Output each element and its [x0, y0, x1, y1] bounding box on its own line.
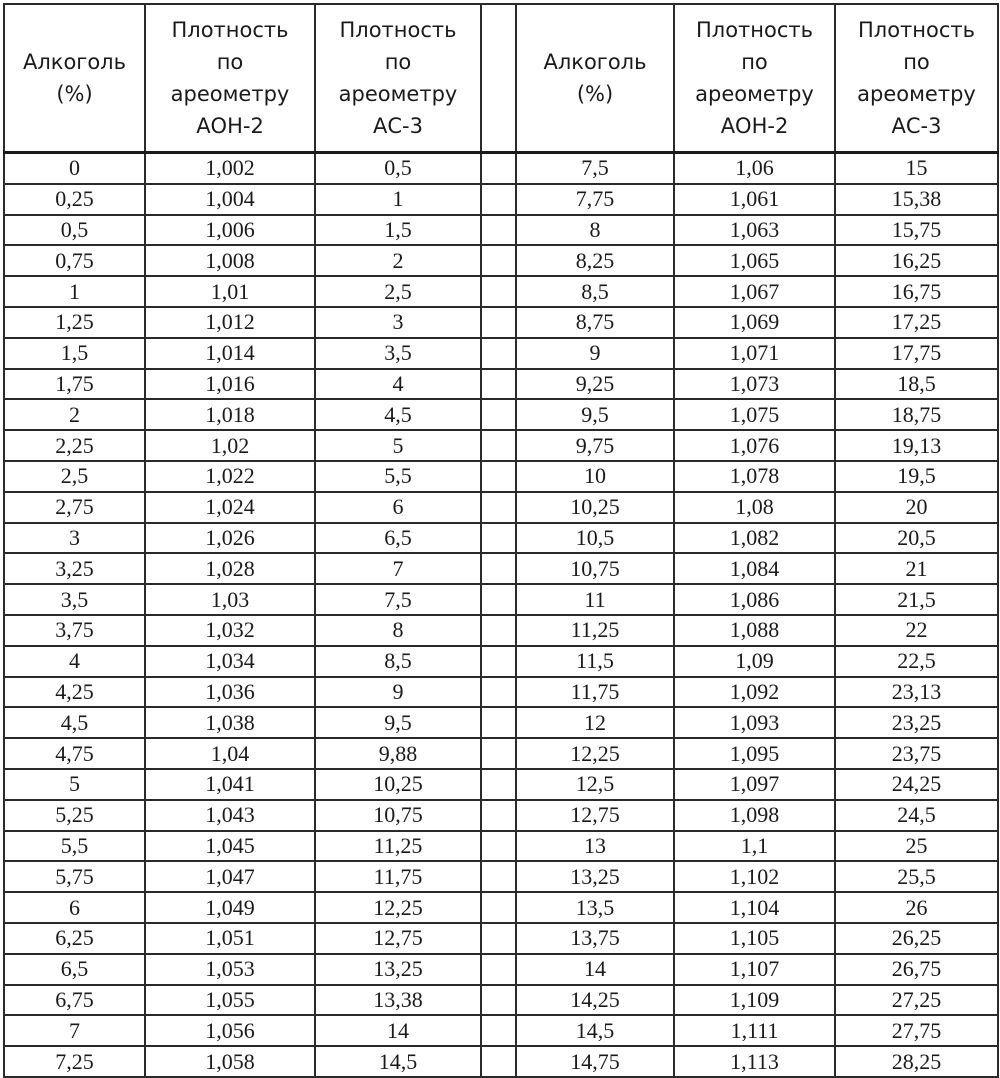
cell-alcohol-right: 11,25: [516, 615, 674, 646]
table-row: [4, 553, 998, 584]
cell-aon2-right: 1,113: [674, 1046, 835, 1077]
cell-aon2-right: 1,104: [674, 892, 835, 923]
table-body: [4, 153, 998, 1077]
cell-alcohol-right: 13,5: [516, 892, 674, 923]
cell-ac3-right: 25,5: [835, 861, 998, 892]
cell-ac3-right: 20,5: [835, 523, 998, 554]
cell-alcohol-left: 4,25: [4, 677, 145, 708]
cell-alcohol-right: 11: [516, 584, 674, 615]
cell-aon2-right: 1,075: [674, 399, 835, 430]
cell-ac3-left: 9,5: [315, 707, 481, 738]
header-text: по: [903, 50, 930, 74]
cell-aon2-right: 1,06: [674, 153, 835, 184]
cell-ac3-right: 15: [835, 153, 998, 184]
gap-cell: [481, 369, 516, 400]
cell-aon2-left: 1,056: [145, 1015, 315, 1046]
cell-ac3-right: 27,25: [835, 985, 998, 1016]
cell-aon2-left: 1,01: [145, 276, 315, 307]
cell-ac3-left: 9: [315, 677, 481, 708]
cell-alcohol-left: 5,25: [4, 800, 145, 831]
cell-alcohol-right: 10,75: [516, 553, 674, 584]
cell-alcohol-right: 14,25: [516, 985, 674, 1016]
cell-ac3-left: 7: [315, 553, 481, 584]
density-table: [3, 3, 999, 1078]
cell-aon2-left: 1,038: [145, 707, 315, 738]
cell-alcohol-right: 13,25: [516, 861, 674, 892]
cell-alcohol-left: 3,5: [4, 584, 145, 615]
table-row: [4, 800, 998, 831]
gap-cell: [481, 553, 516, 584]
cell-ac3-left: 8,5: [315, 646, 481, 677]
cell-alcohol-left: 2,5: [4, 461, 145, 492]
cell-alcohol-left: 6,25: [4, 923, 145, 954]
cell-alcohol-left: 4,75: [4, 738, 145, 769]
table-row: [4, 461, 998, 492]
table-row: [4, 1015, 998, 1046]
cell-aon2-left: 1,014: [145, 338, 315, 369]
table-row: [4, 615, 998, 646]
header-aon2-left: [145, 4, 315, 153]
gap-cell: [481, 1015, 516, 1046]
gap-cell: [481, 677, 516, 708]
cell-aon2-left: 1,016: [145, 369, 315, 400]
table-row: [4, 985, 998, 1016]
gap-cell: [481, 399, 516, 430]
cell-alcohol-right: 8,75: [516, 307, 674, 338]
cell-alcohol-left: 3: [4, 523, 145, 554]
cell-alcohol-right: 14,5: [516, 1015, 674, 1046]
cell-aon2-right: 1,093: [674, 707, 835, 738]
cell-alcohol-left: 0,75: [4, 245, 145, 276]
cell-ac3-left: 14,5: [315, 1046, 481, 1077]
gap-cell: [481, 245, 516, 276]
cell-alcohol-left: 0,25: [4, 184, 145, 215]
header-text: ареометру: [695, 82, 814, 106]
cell-aon2-left: 1,006: [145, 215, 315, 246]
cell-alcohol-left: 7: [4, 1015, 145, 1046]
cell-ac3-right: 26,25: [835, 923, 998, 954]
cell-ac3-left: 13,38: [315, 985, 481, 1016]
cell-ac3-left: 11,75: [315, 861, 481, 892]
cell-alcohol-left: 0: [4, 153, 145, 184]
header-text: Плотность: [695, 18, 814, 42]
cell-ac3-right: 26: [835, 892, 998, 923]
cell-alcohol-left: 2,75: [4, 492, 145, 523]
cell-alcohol-left: 5: [4, 769, 145, 800]
cell-ac3-left: 6,5: [315, 523, 481, 554]
cell-aon2-right: 1,088: [674, 615, 835, 646]
header-text: АОН-2: [720, 114, 789, 138]
cell-aon2-right: 1,076: [674, 430, 835, 461]
cell-ac3-right: 22: [835, 615, 998, 646]
table-row: [4, 492, 998, 523]
cell-aon2-right: 1,071: [674, 338, 835, 369]
cell-alcohol-left: 3,25: [4, 553, 145, 584]
table-row: [4, 523, 998, 554]
cell-alcohol-right: 13: [516, 831, 674, 862]
header-text: (%): [576, 82, 614, 106]
header-ac3-right: [835, 4, 998, 153]
header-text: Алкоголь: [543, 50, 647, 74]
cell-aon2-right: 1,111: [674, 1015, 835, 1046]
gap-cell: [481, 892, 516, 923]
header-text: Плотность: [857, 18, 976, 42]
gap-cell: [481, 307, 516, 338]
cell-ac3-right: 23,13: [835, 677, 998, 708]
cell-aon2-right: 1,098: [674, 800, 835, 831]
cell-aon2-right: 1,105: [674, 923, 835, 954]
cell-ac3-left: 10,25: [315, 769, 481, 800]
header-text: по: [384, 50, 412, 74]
header-aon2-right: [674, 4, 835, 153]
cell-ac3-left: 5: [315, 430, 481, 461]
cell-aon2-right: 1,09: [674, 646, 835, 677]
cell-ac3-right: 19,5: [835, 461, 998, 492]
cell-aon2-left: 1,028: [145, 553, 315, 584]
gap-cell: [481, 985, 516, 1016]
gap-cell: [481, 1046, 516, 1077]
cell-ac3-right: 28,25: [835, 1046, 998, 1077]
cell-alcohol-right: 10,25: [516, 492, 674, 523]
table-header: [4, 4, 998, 153]
cell-ac3-right: 21: [835, 553, 998, 584]
cell-ac3-left: 1,5: [315, 215, 481, 246]
cell-aon2-left: 1,024: [145, 492, 315, 523]
cell-alcohol-right: 9,5: [516, 399, 674, 430]
cell-ac3-right: 24,25: [835, 769, 998, 800]
cell-ac3-left: 2: [315, 245, 481, 276]
gap-cell: [481, 861, 516, 892]
cell-ac3-right: 24,5: [835, 800, 998, 831]
table-row: [4, 677, 998, 708]
cell-alcohol-right: 8,5: [516, 276, 674, 307]
cell-alcohol-right: 9,75: [516, 430, 674, 461]
cell-aon2-left: 1,058: [145, 1046, 315, 1077]
gap-cell: [481, 769, 516, 800]
cell-ac3-left: 12,25: [315, 892, 481, 923]
table-row: [4, 769, 998, 800]
cell-alcohol-right: 12,25: [516, 738, 674, 769]
cell-alcohol-left: 2: [4, 399, 145, 430]
cell-alcohol-right: 11,5: [516, 646, 674, 677]
cell-ac3-left: 3: [315, 307, 481, 338]
cell-alcohol-left: 6: [4, 892, 145, 923]
cell-ac3-left: 14: [315, 1015, 481, 1046]
table-row: [4, 861, 998, 892]
table-row: [4, 399, 998, 430]
cell-aon2-right: 1,086: [674, 584, 835, 615]
cell-ac3-right: 19,13: [835, 430, 998, 461]
cell-aon2-left: 1,022: [145, 461, 315, 492]
cell-ac3-right: 21,5: [835, 584, 998, 615]
cell-alcohol-right: 9,25: [516, 369, 674, 400]
cell-aon2-right: 1,08: [674, 492, 835, 523]
cell-aon2-left: 1,043: [145, 800, 315, 831]
table-row: [4, 338, 998, 369]
gap-cell: [481, 523, 516, 554]
cell-alcohol-left: 1,5: [4, 338, 145, 369]
cell-ac3-right: 20: [835, 492, 998, 523]
cell-aon2-left: 1,049: [145, 892, 315, 923]
cell-aon2-left: 1,034: [145, 646, 315, 677]
header-text: Алкоголь: [22, 50, 126, 74]
cell-ac3-left: 6: [315, 492, 481, 523]
cell-alcohol-left: 5,5: [4, 831, 145, 862]
cell-aon2-right: 1,092: [674, 677, 835, 708]
cell-aon2-left: 1,03: [145, 584, 315, 615]
cell-alcohol-left: 4,5: [4, 707, 145, 738]
cell-alcohol-right: 8,25: [516, 245, 674, 276]
header-alcohol-left: [4, 4, 145, 153]
header-text: (%): [56, 82, 93, 106]
cell-alcohol-right: 8: [516, 215, 674, 246]
cell-alcohol-left: 1,25: [4, 307, 145, 338]
cell-aon2-left: 1,002: [145, 153, 315, 184]
cell-aon2-right: 1,069: [674, 307, 835, 338]
cell-alcohol-right: 9: [516, 338, 674, 369]
cell-alcohol-left: 0,5: [4, 215, 145, 246]
header-text: ареометру: [338, 82, 458, 106]
cell-alcohol-right: 7,75: [516, 184, 674, 215]
gap-cell: [481, 831, 516, 862]
cell-ac3-right: 22,5: [835, 646, 998, 677]
cell-ac3-right: 17,25: [835, 307, 998, 338]
cell-aon2-left: 1,02: [145, 430, 315, 461]
table-row: [4, 1046, 998, 1077]
cell-aon2-right: 1,084: [674, 553, 835, 584]
table-row: [4, 646, 998, 677]
cell-ac3-left: 2,5: [315, 276, 481, 307]
cell-aon2-left: 1,053: [145, 954, 315, 985]
cell-aon2-right: 1,061: [674, 184, 835, 215]
cell-aon2-right: 1,095: [674, 738, 835, 769]
cell-aon2-left: 1,051: [145, 923, 315, 954]
cell-ac3-left: 0,5: [315, 153, 481, 184]
cell-aon2-left: 1,008: [145, 245, 315, 276]
table-row: [4, 923, 998, 954]
cell-ac3-left: 5,5: [315, 461, 481, 492]
cell-alcohol-right: 14: [516, 954, 674, 985]
header-text: по: [741, 50, 768, 74]
cell-aon2-right: 1,097: [674, 769, 835, 800]
table-row: [4, 707, 998, 738]
cell-alcohol-left: 2,25: [4, 430, 145, 461]
cell-ac3-right: 23,75: [835, 738, 998, 769]
cell-aon2-right: 1,102: [674, 861, 835, 892]
cell-ac3-left: 12,75: [315, 923, 481, 954]
cell-alcohol-right: 13,75: [516, 923, 674, 954]
gap-cell: [481, 738, 516, 769]
gap-cell: [481, 276, 516, 307]
table-row: [4, 369, 998, 400]
cell-alcohol-right: 11,75: [516, 677, 674, 708]
cell-aon2-right: 1,082: [674, 523, 835, 554]
cell-alcohol-left: 4: [4, 646, 145, 677]
cell-aon2-left: 1,041: [145, 769, 315, 800]
cell-ac3-right: 15,38: [835, 184, 998, 215]
gap-column-header: [481, 4, 516, 153]
gap-cell: [481, 430, 516, 461]
cell-alcohol-left: 1: [4, 276, 145, 307]
cell-ac3-left: 8: [315, 615, 481, 646]
gap-cell: [481, 707, 516, 738]
cell-alcohol-left: 3,75: [4, 615, 145, 646]
cell-ac3-left: 7,5: [315, 584, 481, 615]
cell-aon2-left: 1,036: [145, 677, 315, 708]
cell-aon2-left: 1,032: [145, 615, 315, 646]
cell-aon2-right: 1,109: [674, 985, 835, 1016]
table-row: [4, 245, 998, 276]
cell-ac3-left: 13,25: [315, 954, 481, 985]
gap-cell: [481, 800, 516, 831]
cell-alcohol-right: 7,5: [516, 153, 674, 184]
cell-alcohol-right: 12,5: [516, 769, 674, 800]
cell-alcohol-left: 6,75: [4, 985, 145, 1016]
gap-cell: [481, 338, 516, 369]
header-row: [4, 4, 998, 153]
cell-ac3-right: 27,75: [835, 1015, 998, 1046]
table-row: [4, 184, 998, 215]
gap-cell: [481, 646, 516, 677]
cell-aon2-right: 1,067: [674, 276, 835, 307]
table-row: [4, 738, 998, 769]
cell-aon2-right: 1,107: [674, 954, 835, 985]
table-row: [4, 276, 998, 307]
header-alcohol-right: [516, 4, 674, 153]
gap-cell: [481, 954, 516, 985]
cell-ac3-right: 15,75: [835, 215, 998, 246]
header-text: АОН-2: [196, 114, 264, 138]
cell-aon2-right: 1,078: [674, 461, 835, 492]
header-text: Плотность: [171, 18, 289, 42]
cell-alcohol-right: 10: [516, 461, 674, 492]
cell-alcohol-left: 5,75: [4, 861, 145, 892]
cell-ac3-left: 4: [315, 369, 481, 400]
cell-ac3-left: 9,88: [315, 738, 481, 769]
cell-ac3-left: 1: [315, 184, 481, 215]
gap-cell: [481, 215, 516, 246]
cell-ac3-right: 18,75: [835, 399, 998, 430]
cell-alcohol-left: 6,5: [4, 954, 145, 985]
cell-ac3-right: 16,25: [835, 245, 998, 276]
table-row: [4, 831, 998, 862]
header-text: ареометру: [857, 82, 976, 106]
gap-cell: [481, 153, 516, 184]
cell-alcohol-left: 1,75: [4, 369, 145, 400]
table-row: [4, 153, 998, 184]
cell-aon2-right: 1,065: [674, 245, 835, 276]
cell-aon2-right: 1,1: [674, 831, 835, 862]
cell-aon2-left: 1,04: [145, 738, 315, 769]
header-text: Плотность: [339, 18, 457, 42]
cell-alcohol-right: 10,5: [516, 523, 674, 554]
header-text: АС-3: [891, 114, 942, 138]
table-row: [4, 307, 998, 338]
cell-aon2-left: 1,055: [145, 985, 315, 1016]
gap-cell: [481, 584, 516, 615]
cell-alcohol-left: 7,25: [4, 1046, 145, 1077]
cell-aon2-right: 1,073: [674, 369, 835, 400]
gap-cell: [481, 492, 516, 523]
gap-cell: [481, 923, 516, 954]
cell-alcohol-right: 12: [516, 707, 674, 738]
header-ac3-left: [315, 4, 481, 153]
cell-ac3-right: 26,75: [835, 954, 998, 985]
cell-ac3-left: 10,75: [315, 800, 481, 831]
cell-ac3-right: 25: [835, 831, 998, 862]
table-row: [4, 954, 998, 985]
cell-aon2-left: 1,026: [145, 523, 315, 554]
cell-alcohol-right: 12,75: [516, 800, 674, 831]
cell-ac3-left: 3,5: [315, 338, 481, 369]
gap-cell: [481, 184, 516, 215]
cell-alcohol-right: 14,75: [516, 1046, 674, 1077]
header-text: ареометру: [170, 82, 290, 106]
table-row: [4, 215, 998, 246]
header-text: АС-3: [373, 114, 423, 138]
cell-aon2-left: 1,012: [145, 307, 315, 338]
cell-ac3-left: 4,5: [315, 399, 481, 430]
cell-ac3-right: 23,25: [835, 707, 998, 738]
gap-cell: [481, 461, 516, 492]
cell-aon2-left: 1,018: [145, 399, 315, 430]
cell-aon2-left: 1,045: [145, 831, 315, 862]
table-row: [4, 430, 998, 461]
gap-cell: [481, 615, 516, 646]
cell-ac3-right: 18,5: [835, 369, 998, 400]
cell-aon2-left: 1,004: [145, 184, 315, 215]
cell-aon2-right: 1,063: [674, 215, 835, 246]
cell-ac3-right: 16,75: [835, 276, 998, 307]
table-row: [4, 892, 998, 923]
cell-aon2-left: 1,047: [145, 861, 315, 892]
header-text: по: [216, 50, 244, 74]
cell-ac3-left: 11,25: [315, 831, 481, 862]
table-row: [4, 584, 998, 615]
cell-ac3-right: 17,75: [835, 338, 998, 369]
